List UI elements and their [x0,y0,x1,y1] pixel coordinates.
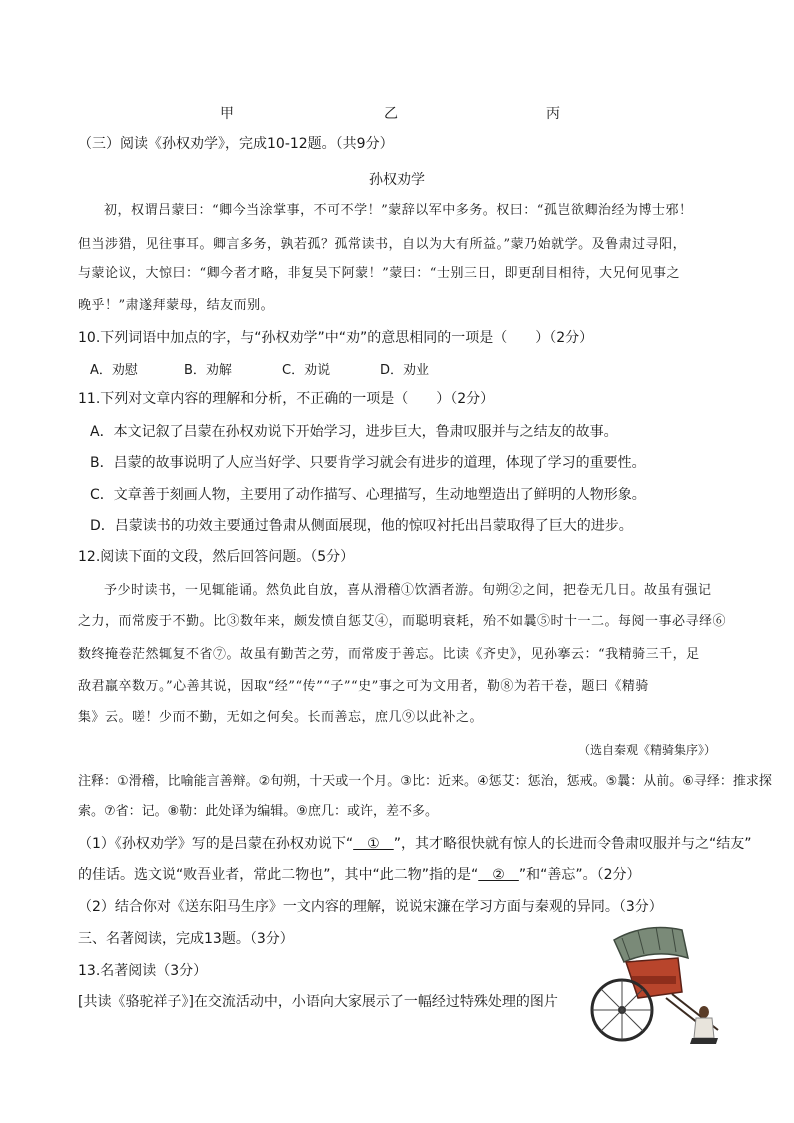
q10-option-c: C．劝说 [282,363,331,378]
q13-text: [共读《骆驼祥子》]在交流活动中，小语向大家展示了一幅经过特殊处理的图片 [78,994,558,1010]
label-bing: 丙 [546,106,560,122]
q12-sub1-line2 [78,866,641,884]
q12-passage-line: 予少时读书，一见辄能诵。然负此自放，喜从滑稽①饮酒者游。旬朔②之间，把卷无几日。故虽有强记 [104,583,712,598]
q12-sub2: （2）结合你对《送东阳马生序》一文内容的理解，说说宋濂在学习方面与秦观的异同。（3分） [78,899,663,915]
passage-line: 初，权谓吕蒙曰：“卿今当涂掌事，不可不学！”蒙辞以军中多务。权曰：“孤岂欲卿治经为博士邪！ [104,203,693,218]
q11-option-d: D．吕蒙读书的功效主要通过鲁肃从侧面展现，他的惊叹衬托出吕蒙取得了巨大的进步。 [90,518,633,534]
q12-source: （选自秦观《精骑集序》） [577,743,716,757]
q12-sub1-text-d: ”和“善忘”。（2分） [518,867,641,883]
q12-sub1-text-a: （1）《孙权劝学》写的是吕蒙在孙权劝说下“ [78,836,354,852]
passage-line: 晚乎！”肃遂拜蒙母，结友而别。 [78,298,275,313]
q11-stem: 11.下列对文章内容的理解和分析，不正确的一项是（ ）（2分） [78,391,495,407]
q12-sub1-text-b: ”，其才略很快就有惊人的长进而令鲁肃叹服并与之“结友” [393,836,752,852]
q13-title: 13.名著阅读（3分） [78,963,208,979]
mingzhu-header: 三、名著阅读，完成13题。（3分） [78,931,294,947]
q12-sub1-line1 [78,835,752,853]
passage-line: 但当涉猎，见往事耳。卿言多务，孰若孤？孤常读书，自以为大有所益。”蒙乃始就学。及鲁肃过寻阳， [78,237,687,252]
section3-header: （三）阅读《孙权劝学》，完成10-12题。（共9分） [78,136,394,152]
q12-blank-1[interactable]: ① [353,836,394,852]
q12-notes-line: 索。⑦省：记。⑧勒：此处译为编辑。⑨庶几：或许，差不多。 [78,804,438,819]
passage-line: 与蒙论议，大惊曰：“卿今者才略，非复吴下阿蒙！”蒙曰：“士别三日，即更刮目相待，大兄何见事之 [78,266,680,281]
q10-stem: 10.下列词语中加点的字，与“孙权劝学”中“劝”的意思相同的一项是（ ）（2分） [78,330,594,346]
q11-option-b: B．吕蒙的故事说明了人应当好学、只要肯学习就会有进步的道理，体现了学习的重要性。 [90,455,646,471]
rickshaw-illustration [586,918,726,1048]
q12-stem: 12.阅读下面的文段，然后回答问题。（5分） [78,549,355,565]
q12-notes-line: 注释：①滑稽，比喻能言善辩。②旬朔，十天或一个月。③比：近来。④惩艾：惩治，惩戒。⑤曩：从前。⑥寻绎：推求探 [78,774,772,789]
q12-passage-line: 之力，而常废于不勤。比③数年来，颇发愤自惩艾④，而聪明衰耗，殆不如曩⑤时十一二。每阅一事必寻绎⑥ [78,614,727,629]
q12-sub1-text-c: 的佳话。选文说“败吾业者，常此二物也”，其中“此二物”指的是“ [78,867,479,883]
q10-option-b: B．劝解 [184,363,232,378]
q12-passage-line: 集》云。嗟！少而不勤，无如之何矣。长而善忘，庶几⑨以此补之。 [78,710,484,725]
q11-option-c: C．文章善于刻画人物，主要用了动作描写、心理描写，生动地塑造出了鲜明的人物形象。 [90,487,646,503]
q12-passage-line: 数终掩卷茫然辄复不省⑦。故虽有勤苦之劳，而常废于善忘。比读《齐史》，见孙搴云：“我精骑三千，足 [78,647,700,662]
q12-blank-2[interactable]: ② [478,867,519,883]
q10-option-a: A．劝慰 [90,363,138,378]
label-yi: 乙 [384,106,398,122]
q10-option-d: D．劝业 [380,363,430,378]
passage-title: 孙权劝学 [369,172,425,188]
q11-option-a: A．本文记叙了吕蒙在孙权劝说下开始学习，进步巨大，鲁肃叹服并与之结友的故事。 [90,424,618,440]
label-jia: 甲 [220,106,234,122]
q12-passage-line: 敌君羸卒数万。”心善其说，因取“经”“传”“子”“史”事之可为文用者，勒⑧为若干卷，题曰《精骑 [78,679,649,694]
